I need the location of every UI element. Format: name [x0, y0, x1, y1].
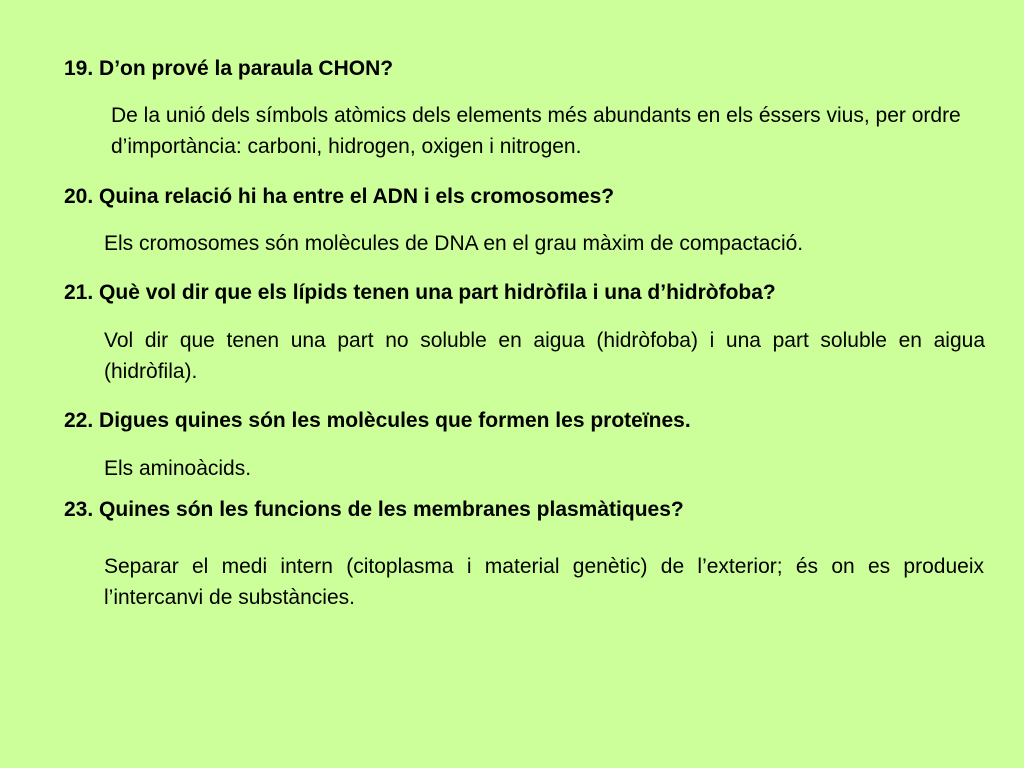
answer-23: Separar el medi intern (citoplasma i material genètic) de l’exterior; és on es produeix l’intercanvi de substàncies.: [104, 555, 984, 609]
question-22: 22. Digues quines són les molècules que formen les proteïnes.: [64, 409, 691, 432]
answer-19: De la unió dels símbols atòmics dels elements més abundants en els éssers vius, per ordre d’importància: carboni, hidrogen, oxigen i nitrogen.: [111, 104, 961, 158]
question-21: 21. Què vol dir que els lípids tenen una part hidròfila i una d’hidròfoba?: [64, 281, 776, 304]
answer-21: Vol dir que tenen una part no soluble en aigua (hidròfoba) i una part soluble en aigua (hidròfila).: [104, 329, 985, 383]
question-20: 20. Quina relació hi ha entre el ADN i els cromosomes?: [64, 185, 615, 208]
question-23: 23. Quines són les funcions de les membranes plasmàtiques?: [64, 498, 684, 521]
question-19: 19. D’on prové la paraula CHON?: [64, 57, 394, 80]
answer-20: Els cromosomes són molècules de DNA en el grau màxim de compactació.: [104, 232, 804, 255]
answer-22: Els aminoàcids.: [104, 457, 252, 480]
